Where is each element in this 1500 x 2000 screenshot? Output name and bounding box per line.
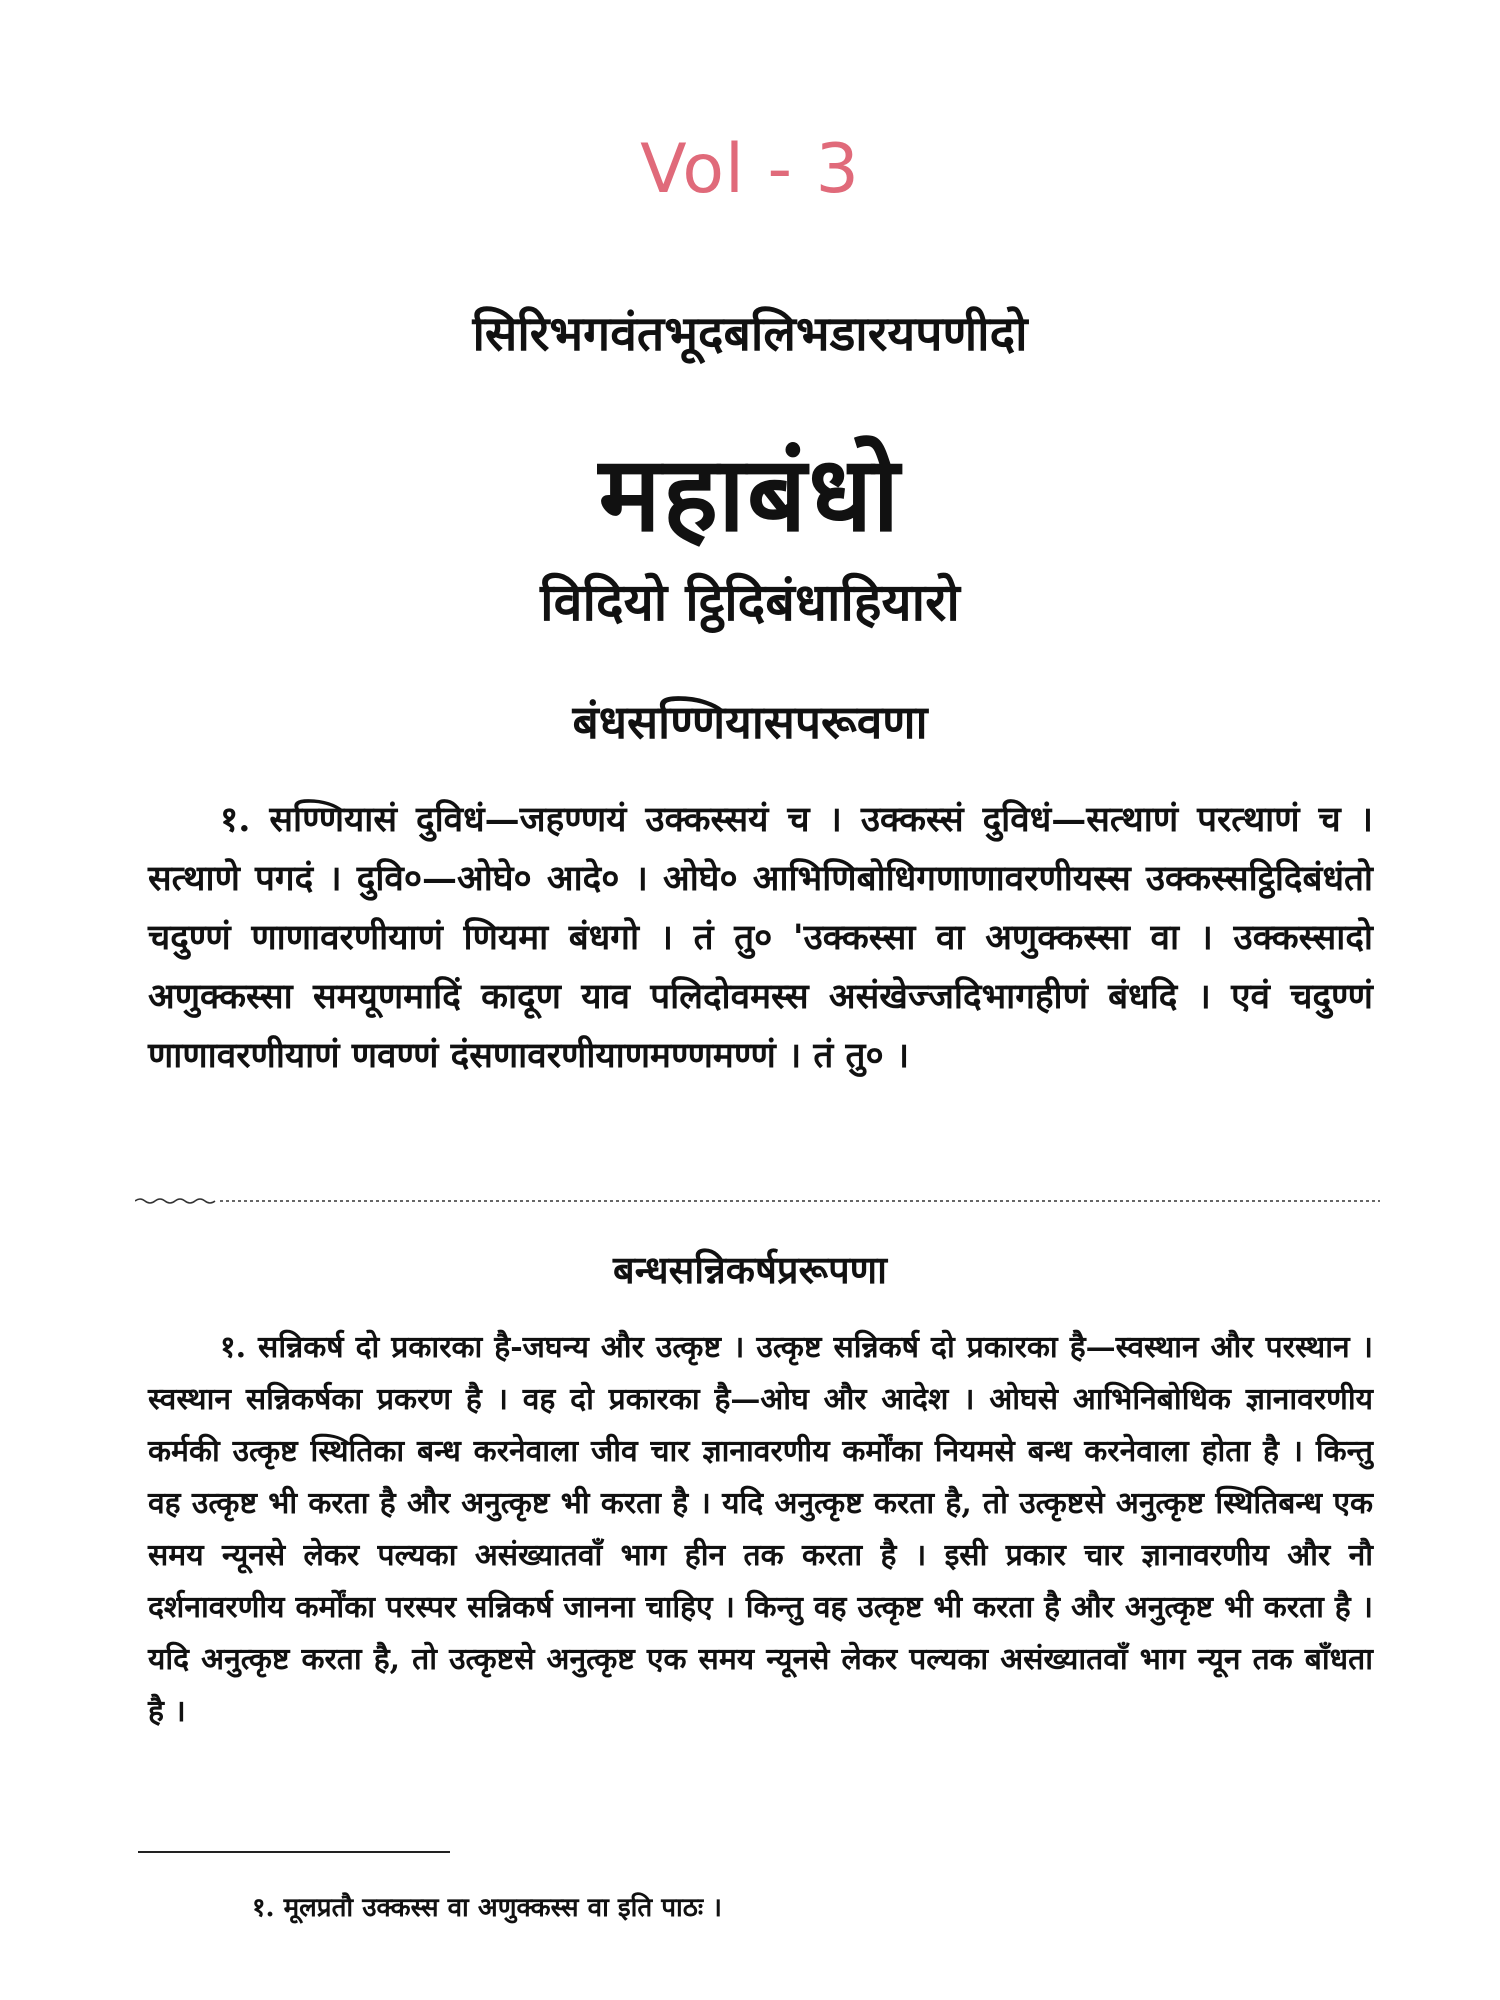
volume-label: Vol - 3 bbox=[640, 130, 860, 209]
section-title: बंधसण्णियासपरूवणा bbox=[572, 695, 928, 749]
author-line: सिरिभगवंतभूदबलिभडारयपणीदो bbox=[472, 306, 1028, 362]
footnote: १. मूलप्रतौ उक्कस्स वा अणुक्कस्स वा इति पाठः । bbox=[252, 1893, 723, 1923]
footnote-rule bbox=[138, 1851, 450, 1853]
book-title: महाबंधो bbox=[598, 432, 902, 555]
hindi-section-heading: बन्धसन्निकर्षप्ररूपणा bbox=[613, 1247, 887, 1292]
prakrit-paragraph-text: १. सण्णियासं दुविधं—जहण्णयं उक्कस्सयं च । उक्कस्सं दुविधं—सत्थाणं परत्थाणं च । सत्थाणे पगदं । दुवि०—ओघे० आदे० । ओघे० आभिणिबोधिगणाणावरणीयस्स उक्कस्सट्ठिदिबंधंतो चदुण्णं णाणावरणीयाणं णियमा बंधगो । तं तु० 'उक्कस्सा वा अणुक्कस्सा वा । उक्कस्सादो अणुक्कस्सा समयूणमादिं कादूण याव पलिदोवमस्स असंखेज्जदिभागहीणं बंधदि । एवं चदुण्णं णाणावरणीयाणं णवण्णं दंसणावरणीयाणमण्णमण्णं । तं तु० । bbox=[148, 799, 1373, 1076]
chapter-subtitle: विदियो ट्ठिदिबंधाहियारो bbox=[540, 572, 960, 633]
prakrit-paragraph bbox=[148, 790, 1373, 1085]
wavy-divider bbox=[135, 1197, 1380, 1205]
hindi-paragraph-text: १. सन्निकर्ष दो प्रकारका है-जघन्य और उत्कृष्ट । उत्कृष्ट सन्निकर्ष दो प्रकारका है—स्वस्थान और परस्थान । स्वस्थान सन्निकर्षका प्रकरण है । वह दो प्रकारका है—ओघ और आदेश । ओघसे आभिनिबोधिक ज्ञानावरणीय कर्मकी उत्कृष्ट स्थितिका बन्ध करनेवाला जीव चार ज्ञानावरणीय कर्मोंका नियमसे बन्ध करनेवाला होता है । किन्तु वह उत्कृष्ट भी करता है और अनुत्कृष्ट भी करता है । यदि अनुत्कृष्ट करता है, तो उत्कृष्टसे अनुत्कृष्ट स्थितिबन्ध एक समय न्यूनसे लेकर पल्यका असंख्यातवाँ भाग हीन तक करता है । इसी प्रकार चार ज्ञानावरणीय और नौ दर्शनावरणीय कर्मोंका परस्पर सन्निकर्ष जानना चाहिए । किन्तु वह उत्कृष्ट भी करता है और अनुत्कृष्ट भी करता है । यदि अनुत्कृष्ट करता है, तो उत्कृष्टसे अनुत्कृष्ट एक समय न्यूनसे लेकर पल्यका असंख्यातवाँ भाग न्यून तक बाँधता है । bbox=[148, 1330, 1373, 1729]
hindi-paragraph bbox=[148, 1322, 1373, 1738]
